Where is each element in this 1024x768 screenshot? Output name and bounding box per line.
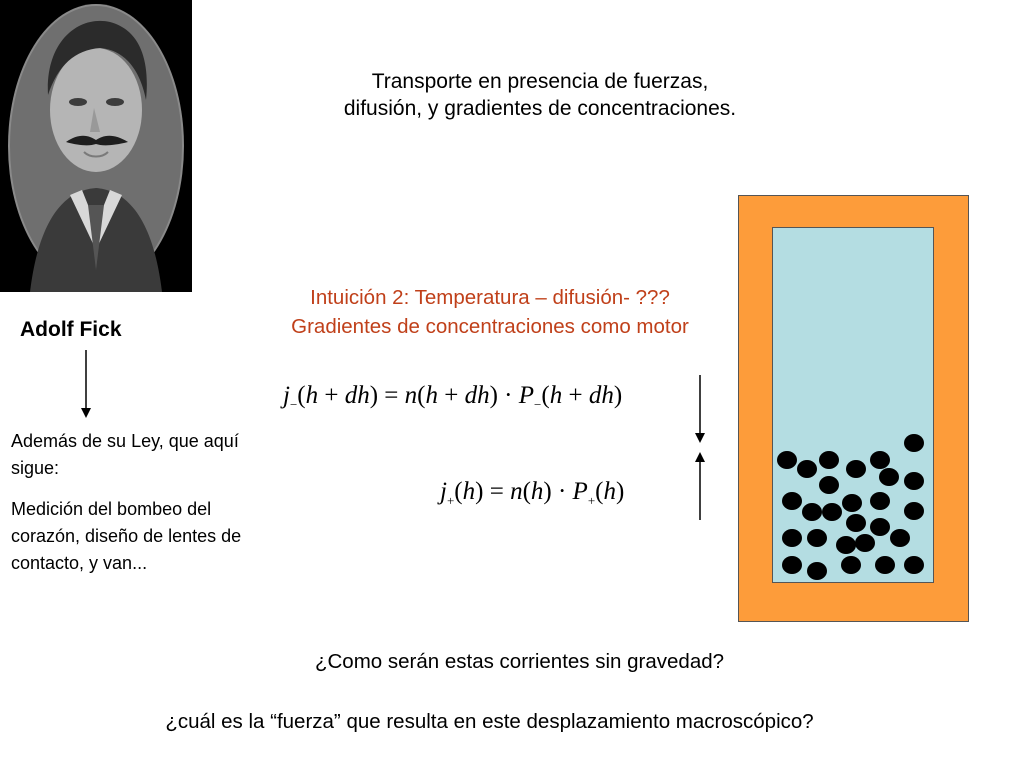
upward-flux-equation: $j_+(h) = n(h) \cdot P_+(h)$ bbox=[440, 478, 625, 508]
particle bbox=[904, 472, 924, 490]
adolf-fick-portrait bbox=[0, 0, 192, 292]
particle bbox=[904, 556, 924, 574]
particle bbox=[807, 562, 827, 580]
particle bbox=[819, 451, 839, 469]
particle bbox=[870, 492, 890, 510]
question-force: ¿cuál es la “fuerza” que resulta en este desplazamiento macroscópico? bbox=[165, 710, 814, 733]
particle bbox=[841, 556, 861, 574]
arrow-up-icon bbox=[692, 450, 708, 520]
particle bbox=[846, 514, 866, 532]
arrow-down-icon bbox=[78, 350, 94, 420]
particle bbox=[782, 492, 802, 510]
downward-flux-equation: $j_-(h + dh) = n(h + dh) \cdot P_-(h + dh)$ bbox=[283, 382, 623, 412]
particle bbox=[807, 529, 827, 547]
title-line-2: difusión, y gradientes de concentraciones. bbox=[343, 97, 737, 120]
particle bbox=[870, 451, 890, 469]
particle bbox=[904, 502, 924, 520]
particle bbox=[836, 536, 856, 554]
particle bbox=[782, 529, 802, 547]
particle bbox=[846, 460, 866, 478]
note-paragraph-1: Además de su Ley, que aquí sigue: bbox=[11, 431, 239, 478]
note-paragraph-2: Medición del bombeo del corazón, diseño de lentes de contacto, y van... bbox=[11, 499, 242, 573]
particle bbox=[904, 434, 924, 452]
particle bbox=[842, 494, 862, 512]
fick-note bbox=[11, 428, 271, 577]
particle bbox=[879, 468, 899, 486]
portrait-caption: Adolf Fick bbox=[20, 318, 122, 341]
intuition-heading bbox=[230, 283, 750, 341]
slide-title bbox=[240, 68, 840, 122]
particle bbox=[819, 476, 839, 494]
particle bbox=[822, 503, 842, 521]
particle bbox=[870, 518, 890, 536]
particle bbox=[777, 451, 797, 469]
particle bbox=[782, 556, 802, 574]
arrow-down-icon bbox=[692, 375, 708, 445]
particle bbox=[855, 534, 875, 552]
particle bbox=[875, 556, 895, 574]
question-gravity: ¿Como serán estas corrientes sin gravedad? bbox=[314, 650, 725, 673]
particle bbox=[797, 460, 817, 478]
intuition-line-2: Gradientes de concentraciones como motor bbox=[291, 315, 689, 338]
particle bbox=[802, 503, 822, 521]
title-line-1: Transporte en presencia de fuerzas, bbox=[371, 70, 709, 93]
intuition-line-1: Intuición 2: Temperatura – difusión- ??? bbox=[310, 286, 670, 309]
particle bbox=[890, 529, 910, 547]
particle-cluster bbox=[772, 227, 934, 583]
